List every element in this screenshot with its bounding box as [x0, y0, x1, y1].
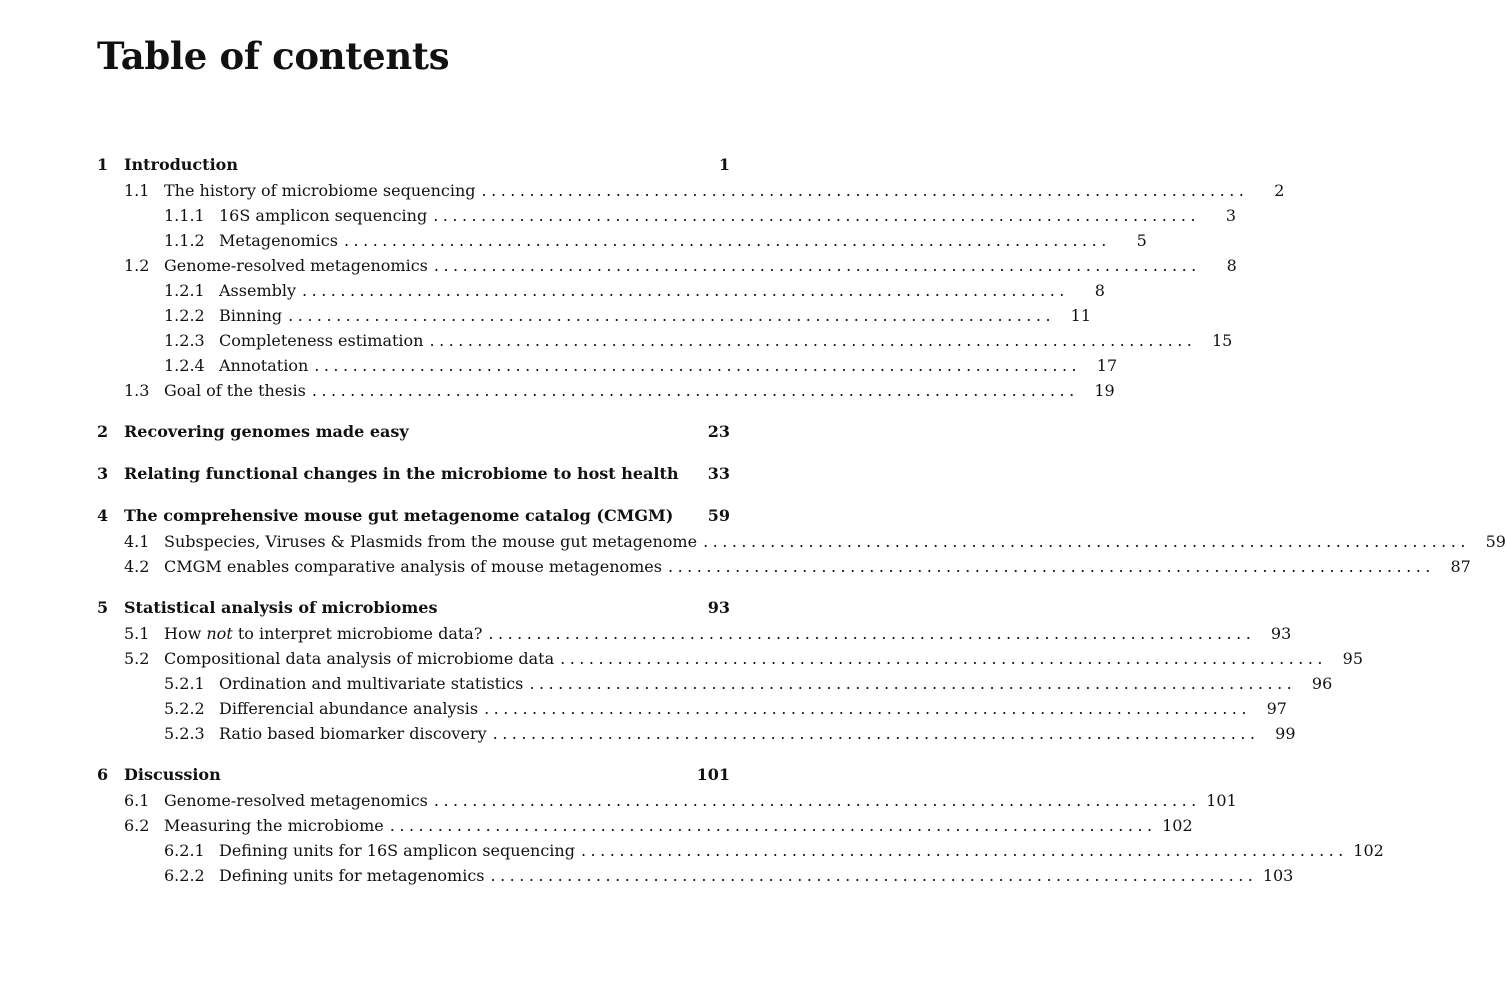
dot-leader: ................................................................................ — [429, 331, 1197, 350]
chapter-num: 4 — [97, 506, 109, 525]
dot-leader: ................................................................................ — [560, 649, 1327, 668]
toc-section[interactable] — [97, 532, 1506, 557]
entry-title: Subspecies, Viruses & Plasmids from the mouse gut metagenome — [164, 532, 698, 551]
entry-page: 103 — [1262, 866, 1294, 885]
dot-leader: ................................................................................ — [343, 231, 1111, 250]
entry-title: Completeness estimation — [219, 331, 424, 350]
dot-leader: ................................................................................ — [311, 381, 1079, 400]
toc-section[interactable] — [97, 816, 1193, 841]
dot-leader: ................................................................................ — [580, 841, 1348, 860]
dot-leader: ................................................................................ — [288, 306, 1056, 325]
entry-title: Defining units for metagenomics — [219, 866, 485, 885]
entry-title: Differencial abundance analysis — [219, 699, 479, 718]
entry-page: 59 — [1485, 532, 1506, 551]
chapter-label: The comprehensive mouse gut metagenome catalog (CMGM) — [124, 506, 674, 525]
entry-title: Ratio based biomarker discovery — [219, 724, 487, 743]
entry-number: 1.2.3 — [164, 331, 205, 350]
entry-page: 102 — [1162, 816, 1193, 835]
toc-section[interactable] — [97, 791, 1237, 816]
entry-title: Genome-resolved metagenomics — [164, 256, 428, 275]
chapter-label: Recovering genomes made easy — [124, 422, 409, 441]
dot-leader: ................................................................................ — [490, 866, 1258, 885]
entry-page: 93 — [1270, 624, 1292, 643]
entry-title: CMGM enables comparative analysis of mouse metagenomes — [164, 557, 662, 576]
entry-number: 1.1.2 — [164, 231, 205, 250]
entry-page: 97 — [1266, 699, 1287, 718]
toc-chapter[interactable] — [97, 155, 730, 181]
entry-title: Defining units for 16S amplicon sequencing — [219, 841, 575, 860]
toc-subsection[interactable] — [97, 356, 1118, 381]
dot-leader: ................................................................................ — [484, 699, 1251, 718]
entry-number: 1.2.4 — [164, 356, 205, 375]
entry-page: 19 — [1094, 381, 1115, 400]
chapter-page: 101 — [696, 765, 730, 784]
chapter-page: 1 — [718, 155, 730, 174]
entry-number: 4.2 — [124, 557, 150, 576]
entry-page: 8 — [1094, 281, 1105, 300]
toc-subsection[interactable] — [97, 281, 1105, 306]
toc-chapter[interactable] — [97, 506, 730, 532]
entry-page: 5 — [1136, 231, 1147, 250]
dot-leader: ................................................................................ — [703, 532, 1470, 551]
toc-section[interactable] — [97, 256, 1237, 281]
entry-number: 1.2.2 — [164, 306, 205, 325]
dot-leader: ................................................................................ — [667, 557, 1435, 576]
chapter-page: 23 — [707, 422, 730, 441]
entry-page: 11 — [1070, 306, 1092, 325]
entry-number: 6.2.1 — [164, 841, 205, 860]
entry-number: 5.2 — [124, 649, 150, 668]
chapter-page: 59 — [707, 506, 730, 525]
entry-page: 95 — [1342, 649, 1363, 668]
toc-section[interactable] — [97, 649, 1363, 674]
toc-subsection[interactable] — [97, 674, 1333, 699]
chapter-label: Discussion — [124, 765, 221, 784]
toc-section[interactable] — [97, 381, 1115, 406]
chapter-num: 5 — [97, 598, 109, 617]
dot-leader: ................................................................................ — [389, 816, 1157, 835]
entry-page: 2 — [1274, 181, 1285, 200]
dot-leader: ................................................................................ — [433, 791, 1201, 810]
dot-leader: ................................................................................ — [481, 181, 1249, 200]
toc-chapter[interactable] — [97, 422, 730, 448]
dot-leader: ................................................................................ — [529, 674, 1297, 693]
entry-title: Compositional data analysis of microbiome data — [164, 649, 555, 668]
chapter-label: Introduction — [124, 155, 238, 174]
chapter-label: Relating functional changes in the microbiome to host health — [124, 464, 679, 483]
entry-title: The history of microbiome sequencing — [164, 181, 476, 200]
chapter-num: 1 — [97, 155, 109, 174]
chapter-page: 93 — [707, 598, 730, 617]
entry-number: 1.2.1 — [164, 281, 205, 300]
entry-page: 17 — [1096, 356, 1118, 375]
entry-number: 5.2.2 — [164, 699, 205, 718]
toc-subsection[interactable] — [97, 841, 1384, 866]
toc-subsection[interactable] — [97, 306, 1092, 331]
entry-page: 96 — [1311, 674, 1333, 693]
entry-title: Assembly — [219, 281, 297, 300]
entry-page: 15 — [1212, 331, 1233, 350]
entry-number: 6.2 — [124, 816, 150, 835]
toc-section[interactable] — [97, 624, 1292, 649]
entry-title: Genome-resolved metagenomics — [164, 791, 428, 810]
toc-subsection[interactable] — [97, 331, 1233, 356]
toc-chapter[interactable] — [97, 464, 730, 490]
entry-number: 5.1 — [124, 624, 150, 643]
dot-leader: ................................................................................ — [302, 281, 1069, 300]
entry-page: 87 — [1450, 557, 1471, 576]
chapter-num: 6 — [97, 765, 109, 784]
toc-subsection[interactable] — [97, 866, 1294, 891]
entry-title: Ordination and multivariate statistics — [219, 674, 524, 693]
entry-title: Binning — [219, 306, 283, 325]
entry-number: 1.1.1 — [164, 206, 205, 225]
toc-chapter[interactable] — [97, 598, 730, 624]
entry-title: Goal of the thesis — [164, 381, 306, 400]
entry-number: 1.3 — [124, 381, 150, 400]
chapter-label: Statistical analysis of microbiomes — [124, 598, 438, 617]
entry-number: 1.1 — [124, 181, 150, 200]
entry-page: 99 — [1275, 724, 1296, 743]
entry-title: 16S amplicon sequencing — [219, 206, 428, 225]
dot-leader: ................................................................................ — [488, 624, 1256, 643]
entry-number: 6.1 — [124, 791, 150, 810]
entry-title: Measuring the microbiome — [164, 816, 384, 835]
chapter-page: 33 — [707, 464, 730, 483]
toc-chapter[interactable] — [97, 765, 730, 791]
toc-subsection[interactable] — [97, 231, 1147, 256]
toc-section[interactable] — [97, 181, 1285, 206]
dot-leader: ................................................................................ — [433, 206, 1201, 225]
table-of-contents — [97, 155, 1506, 891]
toc-subsection[interactable] — [97, 724, 1296, 749]
entry-title: How not to interpret microbiome data? — [164, 624, 483, 643]
dot-leader: ................................................................................ — [314, 356, 1082, 375]
entry-title: Metagenomics — [219, 231, 338, 250]
entry-page: 3 — [1225, 206, 1237, 225]
toc-section[interactable] — [97, 557, 1471, 582]
entry-page: 102 — [1353, 841, 1384, 860]
entry-number: 4.1 — [124, 532, 150, 551]
entry-number: 6.2.2 — [164, 866, 205, 885]
dot-leader: ................................................................................ — [433, 256, 1201, 275]
chapter-num: 3 — [97, 464, 109, 483]
entry-page: 101 — [1206, 791, 1237, 810]
entry-page: 8 — [1226, 256, 1237, 275]
entry-title: Annotation — [219, 356, 309, 375]
toc-subsection[interactable] — [97, 206, 1237, 231]
toc-subsection[interactable] — [97, 699, 1287, 724]
entry-number: 1.2 — [124, 256, 150, 275]
entry-number: 5.2.3 — [164, 724, 205, 743]
entry-number: 5.2.1 — [164, 674, 205, 693]
page-title: Table of contents — [97, 34, 450, 78]
dot-leader: ................................................................................ — [492, 724, 1260, 743]
chapter-num: 2 — [97, 422, 109, 441]
